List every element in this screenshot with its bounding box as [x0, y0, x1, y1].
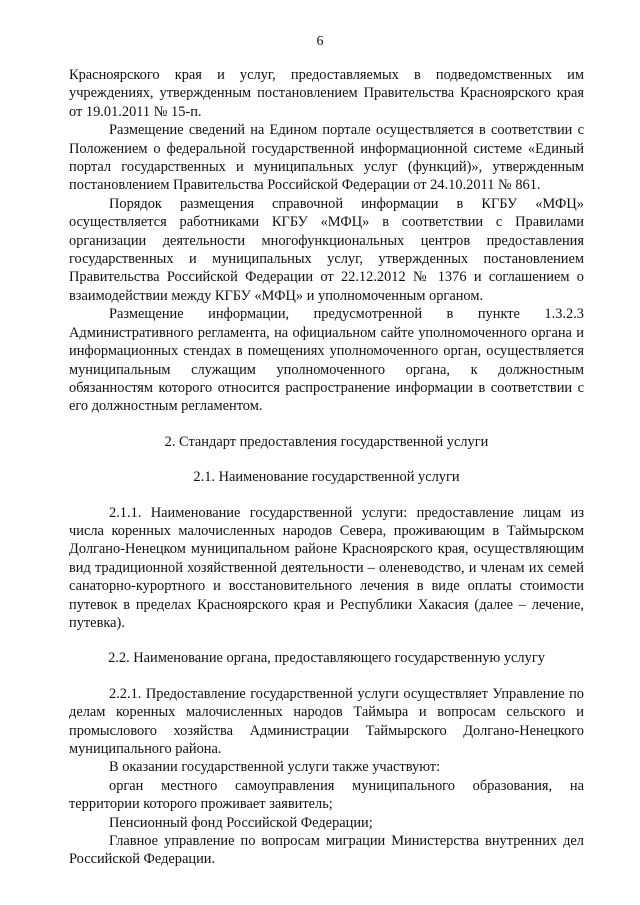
paragraph: В оказании государственной услуги также участвуют:	[109, 759, 441, 776]
paragraph: 2.2.1. Предоставление государственной услуги осуществляет Управление по делам коренных малочисленных народов Таймыра и вопросам сельского и промыслового хозяйства Администрации Таймырского Долгано-Ненецкого муниципального района.	[69, 685, 584, 757]
paragraph: Размещение сведений на Едином портале осуществляется в соответствии с Положением о федеральной государственной информационной системе «Единый портал государственных и муниципальных услуг (функций)», утвержденным постановлением Правительства Российской Федерации от 24.10.2011 № 861.	[69, 122, 584, 194]
list-item: Пенсионный фонд Российской Федерации;	[109, 814, 373, 831]
section-heading: 2. Стандарт предоставления государственной услуги	[164, 433, 489, 450]
page-number: 6	[316, 34, 324, 49]
paragraph: Порядок размещения справочной информации в КГБУ «МФЦ» осуществляется работниками КГБУ «МФЦ» в соответствии с Правилами организации деятельности многофункциональных центров предоставления государственных и муниципальных услуг, утвержденных постановлением Правительства Российской Федерации от 22.12.2012 № 1376 и соглашением о взаимодействии между КГБУ «МФЦ» и уполномоченным органом.	[69, 195, 584, 304]
list-item: Главное управление по вопросам миграции Министерства внутренних дел Российской Федерации.	[69, 833, 584, 868]
paragraph: Размещение информации, предусмотренной в пункте 1.3.2.3 Административного регламента, на официальном сайте уполномоченного органа и информационных стендах в помещениях уполномоченного орган, осуществляется муниципальным служащим уполномоченного органа, к должностным обязанностям которого относится распространение информации в соответствии с его должностным регламентом.	[69, 306, 584, 415]
paragraph: 2.1.1. Наименование государственной услуги: предоставление лицам из числа коренных малочисленных народов Севера, проживающим в Таймырском Долгано-Ненецком муниципальном районе Красноярского края, осуществляющим вид традиционной хозяйственной деятельности – оленеводство, и членам их семей санаторно-курортного и восстановительного лечения в виде оплаты стоимости путевок в пределах Красноярского края и Республики Хакасия (далее – лечение, путевка).	[69, 504, 584, 631]
subsection-heading: 2.2. Наименование органа, предоставляющего государственную услугу	[108, 650, 545, 667]
list-item: орган местного самоуправления муниципального образования, на территории которого проживает заявитель;	[69, 777, 584, 813]
document-body	[69, 66, 584, 869]
paragraph: Красноярского края и услуг, предоставляемых в подведомственных им учреждениях, утвержденным постановлением Правительства Красноярского края от 19.01.2011 № 15-п.	[69, 67, 584, 120]
subsection-heading: 2.1. Наименование государственной услуги	[193, 469, 460, 486]
